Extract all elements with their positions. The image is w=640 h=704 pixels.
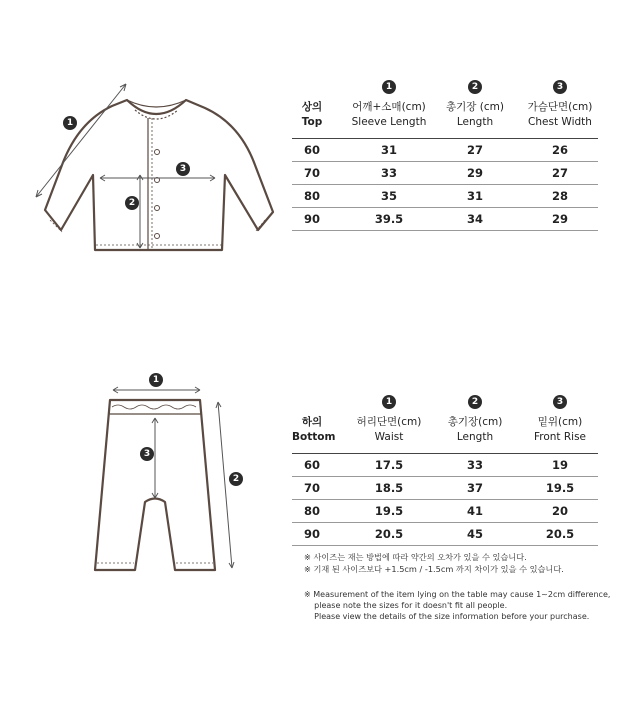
top-header-ko: 상의: [301, 101, 323, 113]
sleeve-cell: 31: [380, 143, 397, 157]
bottom-marker-3: 3: [140, 447, 154, 461]
top-marker-2: 2: [125, 196, 139, 210]
length-cell: 31: [466, 189, 483, 203]
notes-korean: [304, 551, 564, 575]
top-garment-drawing: [45, 100, 273, 250]
note-en-line: ※ Measurement of the item lying on the table may cause 1~2cm difference,: [304, 590, 611, 599]
waist-ko: 허리단면(cm): [356, 416, 422, 428]
length-ko: 총기장 (cm): [446, 101, 504, 113]
bottom-row-90: [292, 523, 598, 546]
bottom-col-marker-2: 2: [468, 395, 482, 409]
chest-cell: 27: [551, 166, 568, 180]
top-row-60: [292, 139, 598, 162]
bottom-col-marker-1: 1: [382, 395, 396, 409]
chest-cell: 28: [551, 189, 568, 203]
bottom-marker-2: 2: [229, 472, 243, 486]
rise-ko: 밑위(cm): [537, 416, 583, 428]
bottom-header-en: Bottom: [292, 431, 336, 443]
top-table-header: [292, 80, 598, 139]
length-cell: 34: [466, 212, 483, 226]
top-header-category: [292, 100, 332, 130]
waist-cell: 19.5: [374, 504, 404, 518]
bottom-marker-1: 1: [149, 373, 163, 387]
chest-cell: 29: [551, 212, 568, 226]
length-cell: 41: [466, 504, 483, 518]
size-cell: 60: [303, 458, 320, 472]
top-col-marker-2: 2: [468, 80, 482, 94]
sleeve-en: Sleeve Length: [351, 116, 427, 128]
rise-cell: 19: [551, 458, 568, 472]
notes-english: [304, 589, 610, 622]
length-ko: 총기장(cm): [447, 416, 503, 428]
note-ko-line: ※ 사이즈는 재는 방법에 따라 약간의 오차가 있을 수 있습니다.: [304, 552, 527, 562]
length-en: Length: [456, 431, 494, 443]
size-cell: 70: [303, 481, 320, 495]
length-cell: 37: [466, 481, 483, 495]
length-cell: 33: [466, 458, 483, 472]
chest-en: Chest Width: [528, 116, 592, 128]
size-cell: 60: [303, 143, 320, 157]
waist-cell: 20.5: [374, 527, 404, 541]
top-row-80: [292, 185, 598, 208]
top-row-90: [292, 208, 598, 231]
sleeve-cell: 35: [380, 189, 397, 203]
length-cell: 45: [466, 527, 483, 541]
length-en: Length: [456, 116, 494, 128]
sleeve-cell: 39.5: [374, 212, 404, 226]
top-buttons: [155, 150, 160, 239]
note-en-line: please note the sizes for it doesn't fit all people.: [304, 601, 508, 610]
top-size-table: [292, 80, 598, 231]
top-marker-1: 1: [63, 116, 77, 130]
sleeve-cell: 33: [380, 166, 397, 180]
waist-en: Waist: [374, 431, 404, 443]
note-ko-line: ※ 기재 된 사이즈보다 +1.5cm / -1.5cm 까지 차이가 있을 수 있습니다.: [304, 564, 564, 574]
size-cell: 90: [303, 527, 320, 541]
top-header-chest: [505, 100, 615, 130]
bottom-header-ko: 하의: [301, 416, 323, 428]
bottom-header-rise: [505, 415, 615, 445]
note-en-line: Please view the details of the size information before your purchase.: [304, 612, 590, 621]
size-cell: 90: [303, 212, 320, 226]
rise-cell: 19.5: [545, 481, 575, 495]
length-cell: 27: [466, 143, 483, 157]
waist-cell: 18.5: [374, 481, 404, 495]
top-marker-3: 3: [176, 162, 190, 176]
size-cell: 80: [303, 504, 320, 518]
bottom-size-table: [292, 395, 598, 546]
size-cell: 80: [303, 189, 320, 203]
sleeve-ko: 어깨+소매(cm): [352, 101, 426, 113]
top-col-marker-3: 3: [553, 80, 567, 94]
top-col-marker-1: 1: [382, 80, 396, 94]
bottom-row-60: [292, 454, 598, 477]
bottom-row-70: [292, 477, 598, 500]
chest-ko: 가슴단면(cm): [527, 101, 593, 113]
length-cell: 29: [466, 166, 483, 180]
waist-cell: 17.5: [374, 458, 404, 472]
rise-cell: 20.5: [545, 527, 575, 541]
rise-en: Front Rise: [533, 431, 587, 443]
bottom-header-category: [292, 415, 336, 445]
rise-cell: 20: [551, 504, 568, 518]
top-row-70: [292, 162, 598, 185]
bottom-table-header: [292, 395, 598, 454]
top-header-en: Top: [301, 116, 323, 128]
size-cell: 70: [303, 166, 320, 180]
chest-cell: 26: [551, 143, 568, 157]
bottom-row-80: [292, 500, 598, 523]
bottom-col-marker-3: 3: [553, 395, 567, 409]
